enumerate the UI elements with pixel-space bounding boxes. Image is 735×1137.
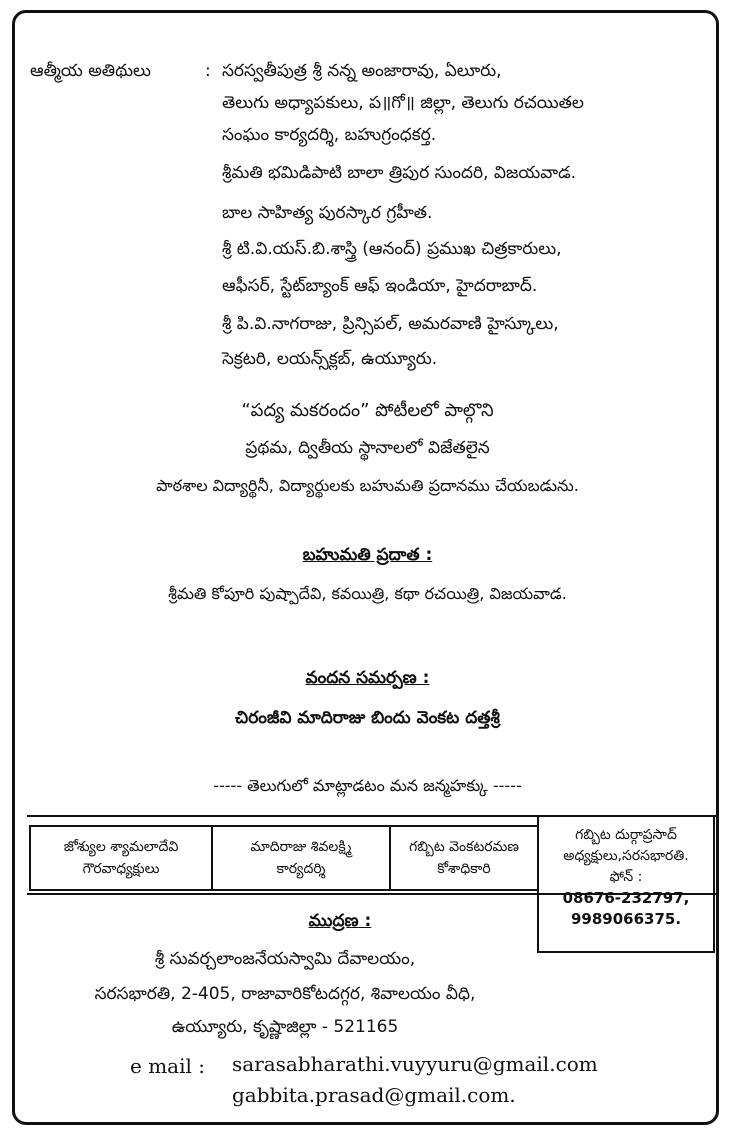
president-phone-label: ఫోన్ : <box>609 869 643 885</box>
signatory-2-name: మాదిరాజు శివలక్ష్మి <box>250 839 352 855</box>
president-name: గబ్బిట దుర్గాప్రసాద్ <box>575 827 677 843</box>
guest-2-line-2: బాల సాహిత్య పురస్కార గ్రహీత. <box>222 203 433 223</box>
signatory-2-role: కార్యదర్శి <box>276 861 326 877</box>
printing-line-2: సరసభారతి, 2-405, రాజావారికోటదగ్గర, శివాలయం వీధి, <box>94 984 476 1004</box>
guests-colon: : <box>205 61 211 81</box>
signatory-1 <box>29 825 213 891</box>
guest-3-line-1: శ్రీ టి.వి.యస్.బి.శాస్త్రి (ఆనంద్) ప్రముఖ చిత్రకారులు, <box>222 239 562 259</box>
guest-1-line-2: తెలుగు అధ్యాపకులు, ప॥గో॥ జిల్లా, తెలుగు రచయితల <box>222 93 584 113</box>
email-label: e mail : <box>130 1054 205 1078</box>
president-role: అధ్యక్షులు,సరసభారతి. <box>563 848 689 864</box>
vandana-name: చిరంజీవి మాదిరాజు బిందు వెంకట దత్తశ్రీ <box>235 708 500 728</box>
prize-donor: శ్రీమతి కోపూరి పుష్పాదేవి, కవయిత్రి, కథా రచయిత్రి, విజయవాడ. <box>168 584 567 603</box>
guest-1-line-1: సరస్వతీపుత్ర శ్రీ నన్న అంజారావు, ఏలూరు, <box>222 61 502 81</box>
signatory-1-name: జోశ్యుల శ్యామలాదేవి <box>63 839 179 855</box>
guest-2-line-1: శ్రీమతి భమిడిపాటి బాలా త్రిపుర సుందరి, విజయవాడ. <box>222 163 577 183</box>
president-phone-2: 9989066375. <box>570 910 682 928</box>
printing-line-1: శ్రీ సువర్చలాంజనేయస్వామి దేవాలయం, <box>154 949 416 969</box>
printing-line-3: ఉయ్యూరు, కృష్ణాజిల్లా - 521165 <box>171 1017 399 1037</box>
announcement-line-3: పాఠశాల విద్యార్థినీ, విద్యార్థులకు బహుమతి ప్రదానము చేయబడును. <box>156 476 579 495</box>
president-box <box>537 815 715 953</box>
signatory-3 <box>389 825 539 891</box>
guest-4-line-2: సెక్రటరి, లయన్స్‌క్లబ్, ఉయ్యూరు. <box>222 349 438 369</box>
slogan: ----- తెలుగులో మాట్లాడటం మన జన్మహక్కు ----- <box>213 776 522 795</box>
signatory-3-role: కోశాధికారి <box>437 861 491 877</box>
guest-1-line-3: సంఘం కార్యదర్శి, బహుగ్రంధకర్త. <box>222 125 437 145</box>
signatory-2 <box>211 825 391 891</box>
guests-label: ఆత్మీయ అతిథులు <box>30 61 151 81</box>
email-address-2[interactable]: gabbita.prasad@gmail.com. <box>232 1083 516 1107</box>
signatory-1-role: గౌరవాధ్యక్షులు <box>82 861 160 877</box>
guest-3-line-2: ఆఫీసర్, స్టేట్‌బ్యాంక్ ఆఫ్ ఇండియా, హైదరాబాద్. <box>222 276 538 296</box>
signatory-3-name: గబ్బిట వెంకటరమణ <box>409 839 519 855</box>
announcement-line-1: “పద్య మకరందం” పోటీలలో పాల్గొని <box>241 400 494 421</box>
president-phone-1: 08676-232797, <box>562 889 690 907</box>
announcement-line-2: ప్రథమ, ద్వితీయ స్థానాలలో విజేతలైన <box>245 438 490 458</box>
printing-heading: ముద్రణ : <box>308 911 372 931</box>
email-address-1[interactable]: sarasabharathi.vuyyuru@gmail.com <box>232 1052 598 1076</box>
prize-heading: బహుమతి ప్రదాత : <box>302 545 433 565</box>
vandana-heading: వందన సమర్పణ : <box>305 668 430 688</box>
guest-4-line-1: శ్రీ పి.వి.నాగరాజు, ప్రిన్సిపల్, అమరవాణి హైస్కూలు, <box>222 314 559 334</box>
